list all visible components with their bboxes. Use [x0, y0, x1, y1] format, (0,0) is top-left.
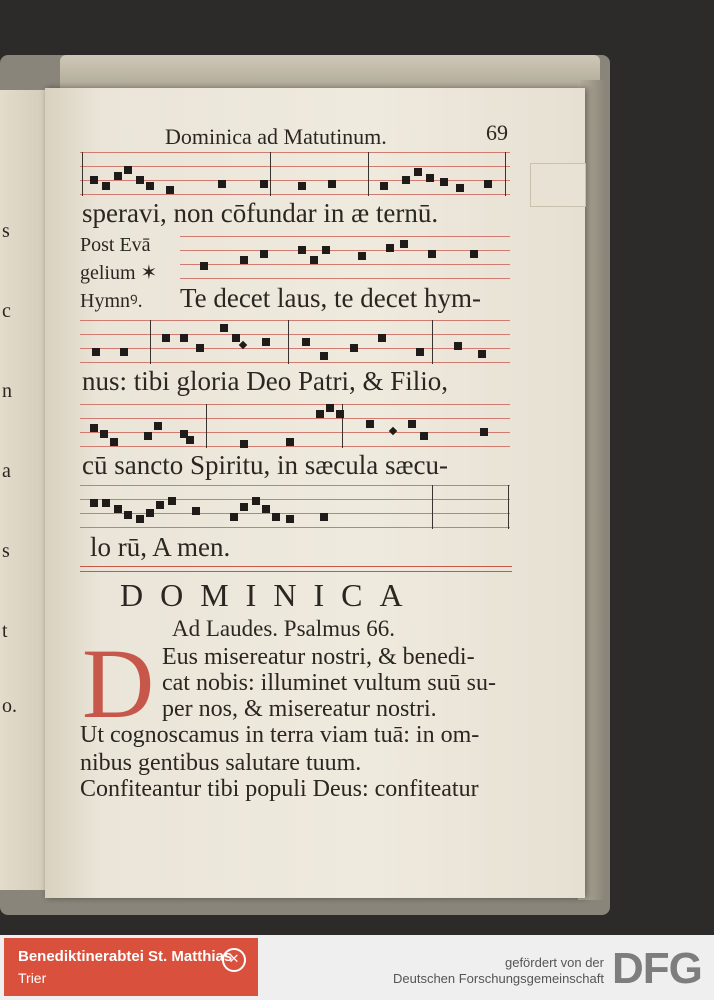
rubric-gelium: gelium ✶ [80, 262, 158, 284]
funding-line-1: gefördert von der [504, 955, 604, 970]
left-page-fragment: t [2, 620, 8, 642]
left-page-fragment: s [2, 540, 10, 562]
left-page-fragment: s [2, 220, 10, 242]
drop-cap: D [82, 628, 155, 739]
left-page-fragment: a [2, 460, 11, 482]
verse-line: Confiteantur tibi populi Deus: confiteatur [80, 776, 479, 802]
section-subheading: Ad Laudes. Psalmus 66. [172, 616, 395, 641]
verse-line: cat nobis: illuminet vultum suū su- [162, 670, 496, 696]
dfg-logo[interactable]: DFG [612, 944, 702, 993]
music-staff [80, 152, 510, 196]
music-staff [80, 485, 510, 529]
running-head: Dominica ad Matutinum. [165, 124, 387, 149]
verse-line: nibus gentibus salutare tuum. [80, 750, 362, 776]
music-staff [180, 236, 510, 280]
chant-text-line-4: cū sancto Spiritu, in sæcula sæcu- [82, 450, 448, 480]
chant-text-line-3: nus: tibi gloria Deo Patri, & Filio, [82, 366, 448, 396]
chant-text-line-2: Te decet laus, te decet hym- [180, 283, 481, 313]
section-heading: DOMINICA [120, 577, 420, 613]
funding-line-2: Deutschen Forschungsgemeinschaft [392, 971, 604, 986]
institution-name: Benediktinerabtei St. Matthias [18, 948, 233, 965]
verse-line: Eus misereatur nostri, & benedi- [162, 644, 475, 670]
institution-logo-link[interactable] [4, 938, 258, 996]
music-staff [80, 404, 510, 448]
left-page [0, 90, 48, 890]
chant-text-line-5: lo rū, A men. [90, 532, 231, 562]
verse-line: per nos, & misereatur nostri. [162, 696, 437, 722]
verse-line: Ut cognoscamus in terra viam tuā: in om- [80, 722, 480, 748]
left-page-fragment: n [2, 380, 12, 402]
double-rule [80, 566, 512, 567]
music-staff [80, 320, 510, 364]
chant-text-line-1: speravi, non cōfundar in æ ternū. [82, 198, 439, 228]
page-tab [530, 163, 586, 207]
institution-city: Trier [18, 970, 47, 986]
left-page-fragment: c [2, 300, 11, 322]
double-rule [80, 571, 512, 572]
rubric-post-evangelium: Post Evā [80, 234, 151, 256]
abbey-emblem-icon: ✕ [222, 948, 246, 972]
left-page-fragment: o. [2, 695, 17, 717]
rubric-hymnus: Hymnꝰ. [80, 290, 143, 312]
page-number: 69 [486, 120, 508, 145]
